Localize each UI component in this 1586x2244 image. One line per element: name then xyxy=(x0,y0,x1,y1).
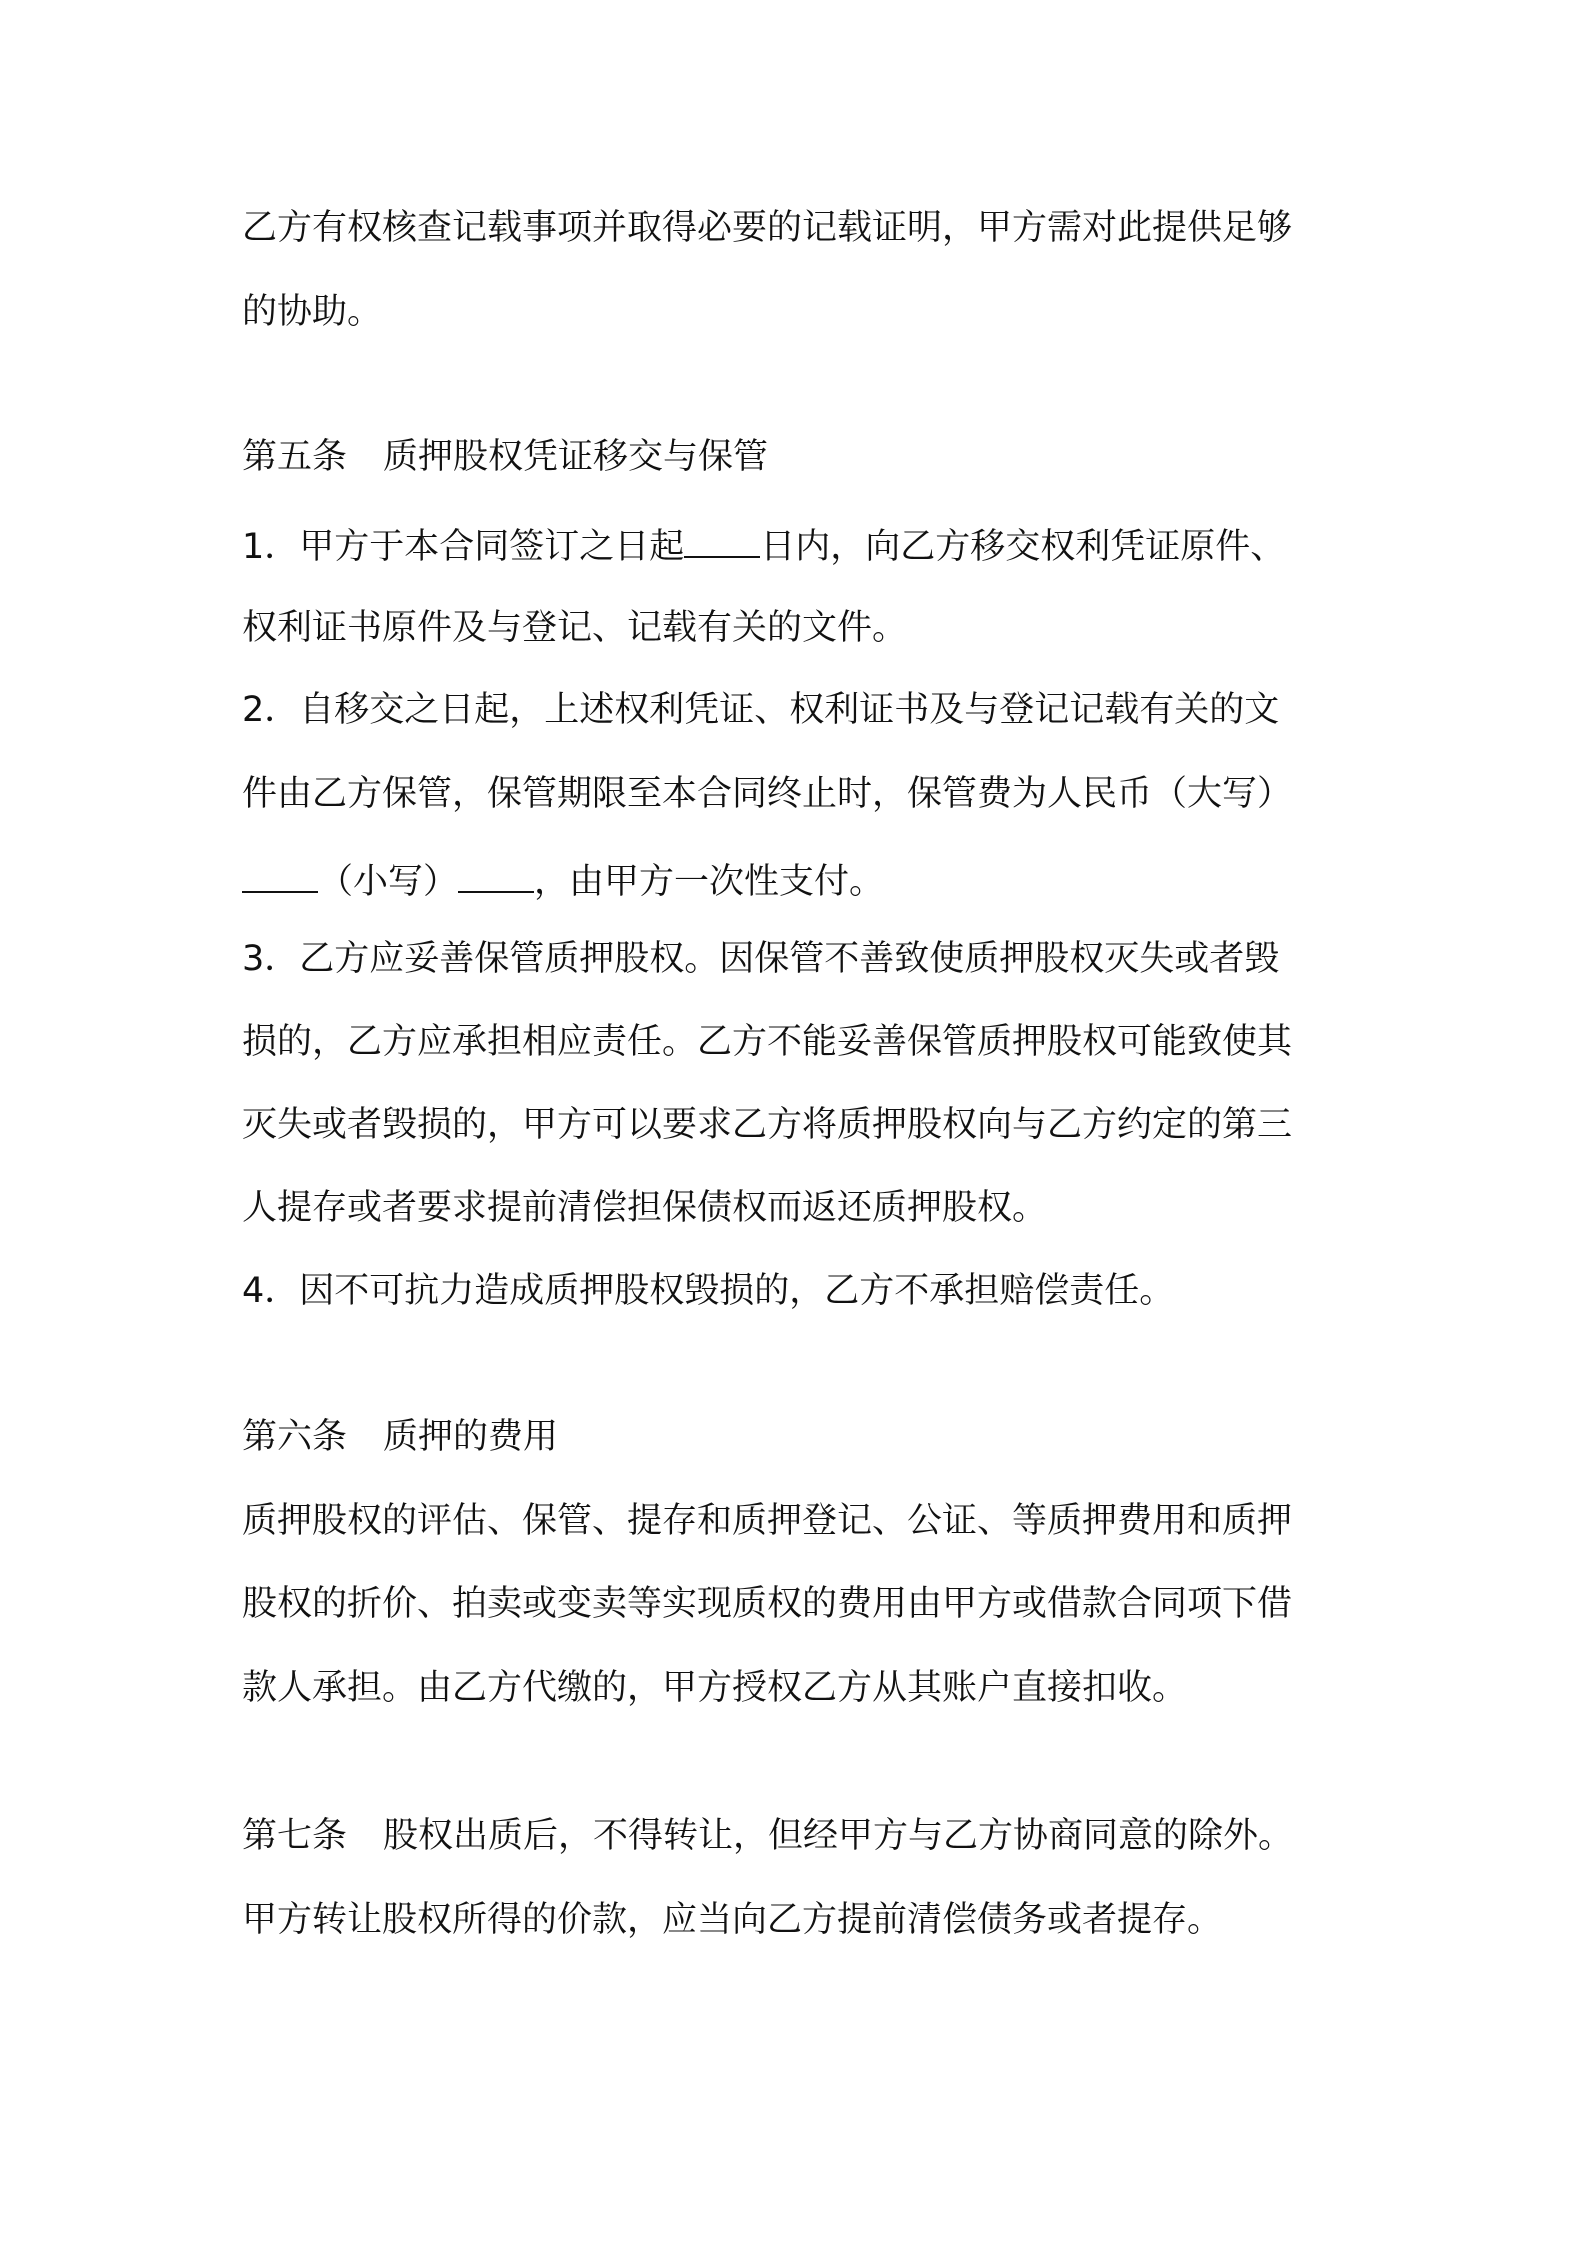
article-5-heading xyxy=(242,433,768,481)
article-5-item-1-line-1 xyxy=(242,523,1285,571)
article-6-line-3: 款人承担。由乙方代缴的，甲方授权乙方从其账户直接扣收。 xyxy=(242,1668,1188,1708)
article-6-line-2: 股权的折价、拍卖或变卖等实现质权的费用由甲方或借款合同项下借 xyxy=(242,1584,1293,1624)
article-5-item-2-line-3 xyxy=(242,858,884,906)
intro-line-2: 的协助。 xyxy=(242,292,383,332)
article-6-title: 质押的费用 xyxy=(383,1417,559,1457)
article-5-title: 质押股权凭证移交与保管 xyxy=(383,437,769,477)
item-1-text-after-blank: 日内，向乙方移交权利凭证原件、 xyxy=(760,527,1286,567)
document-page xyxy=(242,0,1362,2244)
intro-line-1: 乙方有权核查记载事项并取得必要的记载证明，甲方需对此提供足够 xyxy=(242,208,1293,248)
article-6-line-1: 质押股权的评估、保管、提存和质押登记、公证、等质押费用和质押 xyxy=(242,1501,1293,1541)
article-6-number: 第六条 xyxy=(242,1417,348,1457)
article-5-item-2-line-1: 2．自移交之日起，上述权利凭证、权利证书及与登记记载有关的文 xyxy=(242,690,1280,730)
fee-lowercase-label: （小写） xyxy=(318,862,459,902)
article-5-item-1-line-2: 权利证书原件及与登记、记载有关的文件。 xyxy=(242,608,908,648)
article-5-item-3-line-1: 3．乙方应妥善保管质押股权。因保管不善致使质押股权灭失或者毁 xyxy=(242,939,1280,979)
item-2-text-end: ，由甲方一次性支付。 xyxy=(534,862,885,902)
article-7-text: 股权出质后，不得转让，但经甲方与乙方协商同意的除外。 xyxy=(383,1816,1294,1856)
article-7-number: 第七条 xyxy=(242,1816,348,1856)
item-1-text-before-blank: 1．甲方于本合同签订之日起 xyxy=(242,527,685,567)
article-7-line-1 xyxy=(242,1812,1293,1860)
article-5-item-3-line-2: 损的，乙方应承担相应责任。乙方不能妥善保管质押股权可能致使其 xyxy=(242,1022,1293,1062)
fee-lowercase-blank-field xyxy=(458,861,534,893)
article-6-heading xyxy=(242,1413,558,1461)
article-7-line-2: 甲方转让股权所得的价款，应当向乙方提前清偿债务或者提存。 xyxy=(242,1900,1223,1940)
fee-uppercase-blank-field xyxy=(242,861,318,893)
article-5-item-3-line-3: 灭失或者毁损的，甲方可以要求乙方将质押股权向与乙方约定的第三 xyxy=(242,1105,1293,1145)
article-5-item-4-line-1: 4．因不可抗力造成质押股权毁损的，乙方不承担赔偿责任。 xyxy=(242,1271,1175,1311)
article-5-number: 第五条 xyxy=(242,437,348,477)
days-blank-field xyxy=(684,526,760,558)
article-5-item-3-line-4: 人提存或者要求提前清偿担保债权而返还质押股权。 xyxy=(242,1188,1048,1228)
article-5-item-2-line-2: 件由乙方保管，保管期限至本合同终止时，保管费为人民币（大写） xyxy=(242,774,1293,814)
